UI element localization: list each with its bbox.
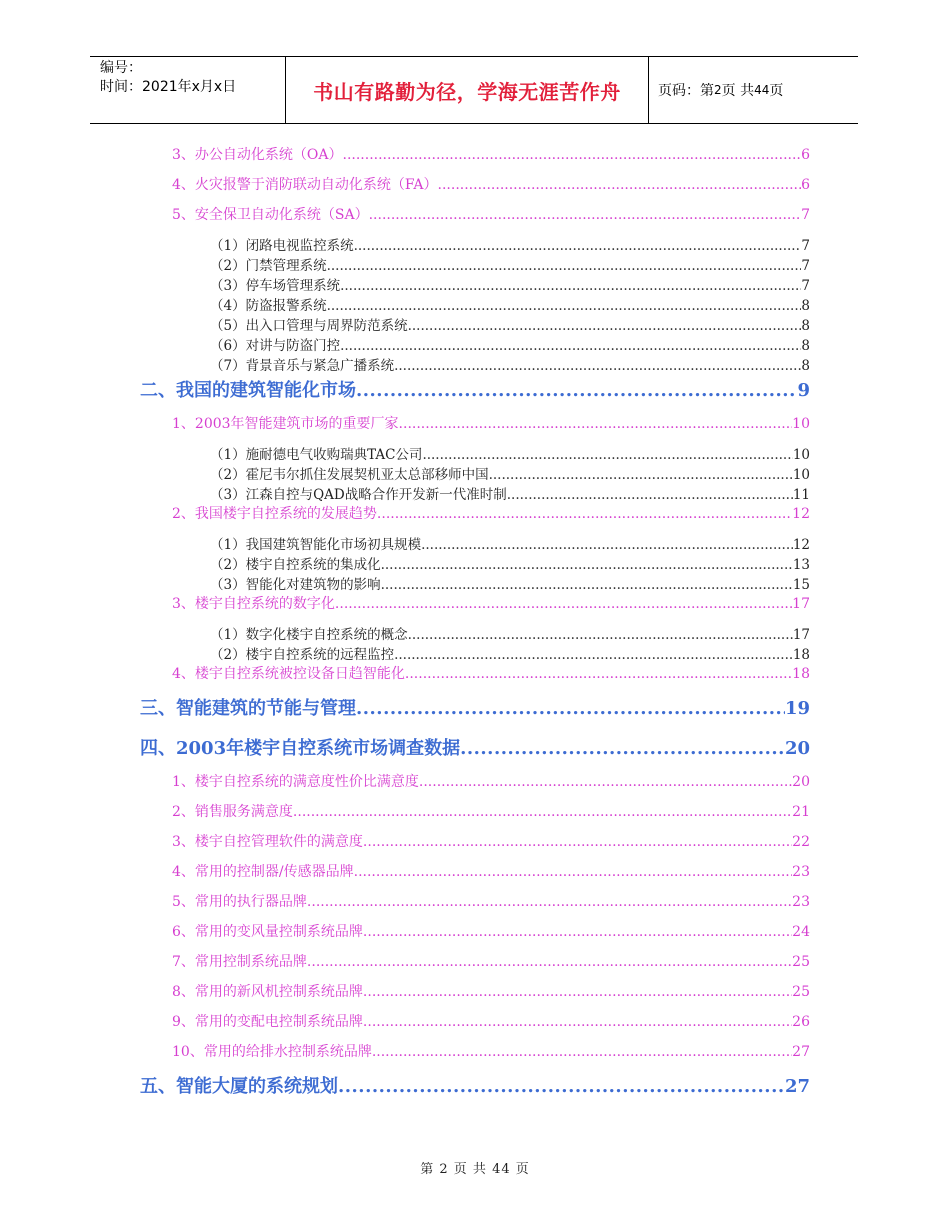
toc-entry-level-3[interactable] — [210, 463, 810, 482]
toc-dot-leader — [489, 467, 793, 483]
footer-mid: 页 共 — [453, 1162, 487, 1177]
toc-dot-leader — [408, 318, 802, 334]
toc-entry-page-number: 13 — [792, 557, 810, 573]
toc-dot-leader — [335, 596, 792, 612]
toc-entry-title: 二、我国的建筑智能化市场 — [140, 380, 356, 401]
toc-dot-leader — [405, 666, 792, 682]
toc-entry-page-number: 25 — [792, 954, 810, 970]
toc-dot-leader — [399, 416, 793, 432]
toc-entry-page-number: 8 — [801, 338, 810, 354]
header-motto: 书山有路勤为径，学海无涯苦作舟 — [313, 79, 621, 104]
toc-entry-page-number: 12 — [792, 506, 810, 522]
toc-entry-title: 五、智能大厦的系统规划 — [140, 1076, 338, 1097]
footer-suffix: 页 — [515, 1162, 530, 1177]
toc-entry-page-number: 19 — [784, 698, 810, 719]
toc-entry-title: 2、我国楼宇自控系统的发展趋势 — [172, 506, 377, 522]
toc-entry-title: （2）霍尼韦尔抓住发展契机亚太总部移师中国 — [210, 467, 489, 483]
toc-entry-title: （4）防盗报警系统 — [210, 298, 327, 314]
toc-entry-level-2[interactable] — [172, 981, 810, 1001]
header-page-mid: 页 共 — [721, 83, 755, 99]
toc-entry-page-number: 18 — [792, 647, 810, 663]
toc-entry-title: （6）对讲与防盗门控 — [210, 338, 341, 354]
footer-total-pages: 44 — [492, 1162, 511, 1177]
toc-entry-level-2[interactable] — [172, 174, 810, 194]
toc-dot-leader — [422, 447, 792, 463]
toc-entry-level-2[interactable] — [172, 144, 810, 164]
toc-entry-level-3[interactable] — [210, 643, 810, 662]
toc-entry-title: （1）闭路电视监控系统 — [210, 238, 354, 254]
toc-entry-level-3[interactable] — [210, 354, 810, 373]
toc-entry-title: 6、常用的变风量控制系统品牌 — [172, 924, 363, 940]
header-page-total: 44 — [754, 83, 770, 97]
toc-entry-title: 5、常用的执行器品牌 — [172, 894, 307, 910]
toc-dot-leader — [460, 738, 785, 759]
toc-dot-leader — [507, 487, 793, 503]
page-header — [90, 56, 858, 124]
document-number-label: 编号： — [100, 60, 142, 76]
toc-entry-title: （1）施耐德电气收购瑞典TAC公司 — [210, 447, 423, 463]
toc-entry-page-number: 20 — [792, 774, 810, 790]
toc-entry-level-3[interactable] — [210, 294, 810, 313]
toc-entry-page-number: 10 — [792, 416, 810, 432]
toc-entry-title: （3）江森自控与QAD战略合作开发新一代准时制 — [210, 487, 507, 503]
toc-dot-leader — [372, 1044, 792, 1060]
toc-entry-page-number: 21 — [792, 804, 810, 820]
toc-entry-page-number: 7 — [801, 278, 810, 294]
toc-entry-title: （7）背景音乐与紧急广播系统 — [210, 358, 395, 374]
toc-dot-leader — [307, 954, 792, 970]
toc-entry-page-number: 23 — [792, 894, 810, 910]
toc-entry-level-2[interactable] — [172, 921, 810, 941]
toc-entry-level-3[interactable] — [210, 314, 810, 333]
toc-entry-page-number: 9 — [797, 380, 810, 401]
toc-entry-page-number: 23 — [792, 864, 810, 880]
toc-entry-page-number: 7 — [801, 207, 810, 223]
toc-entry-page-number: 22 — [792, 834, 810, 850]
toc-entry-page-number: 7 — [801, 238, 810, 254]
toc-entry-page-number: 17 — [792, 627, 810, 643]
toc-entry-page-number: 6 — [801, 147, 810, 163]
toc-entry-title: 1、2003年智能建筑市场的重要厂家 — [172, 416, 399, 432]
toc-entry-page-number: 24 — [792, 924, 810, 940]
toc-dot-leader — [394, 358, 801, 374]
toc-entry-level-3[interactable] — [210, 553, 810, 572]
toc-dot-leader — [343, 147, 802, 163]
toc-entry-page-number: 25 — [792, 984, 810, 1000]
toc-entry-page-number: 10 — [792, 447, 810, 463]
toc-dot-leader — [438, 177, 802, 193]
toc-entry-title: 2、销售服务满意度 — [172, 804, 293, 820]
page-footer — [0, 1158, 950, 1177]
toc-entry-title: 4、火灾报警于消防联动自动化系统（FA） — [172, 177, 438, 193]
header-meta — [90, 57, 286, 123]
toc-entry-title: 4、楼宇自控系统被控设备日趋智能化 — [172, 666, 405, 682]
toc-entry-title: （3）智能化对建筑物的影响 — [210, 577, 381, 593]
header-page-current: 2 — [714, 83, 722, 97]
toc-dot-leader — [369, 207, 801, 223]
toc-dot-leader — [307, 894, 792, 910]
toc-entry-level-1[interactable] — [140, 1072, 810, 1100]
toc-entry-title: 9、常用的变配电控制系统品牌 — [172, 1014, 363, 1030]
toc-entry-title: （1）我国建筑智能化市场初具规模 — [210, 537, 422, 553]
toc-entry-level-3[interactable] — [210, 274, 810, 293]
toc-entry-level-3[interactable] — [210, 254, 810, 273]
toc-entry-title: （2）楼宇自控系统的集成化 — [210, 557, 381, 573]
toc-entry-level-2[interactable] — [172, 593, 810, 613]
toc-dot-leader — [356, 698, 785, 719]
footer-current-page: 2 — [439, 1162, 449, 1177]
toc-entry-level-3[interactable] — [210, 573, 810, 592]
toc-entry-level-1[interactable] — [140, 694, 810, 722]
toc-entry-title: （3）停车场管理系统 — [210, 278, 341, 294]
toc-entry-title: （1）数字化楼宇自控系统的概念 — [210, 627, 408, 643]
toc-entry-page-number: 11 — [792, 487, 810, 503]
toc-dot-leader — [338, 1076, 785, 1097]
toc-dot-leader — [363, 1014, 792, 1030]
toc-entry-level-3[interactable] — [210, 234, 810, 253]
toc-entry-title: 四、2003年楼宇自控系统市场调查数据 — [140, 738, 461, 759]
toc-entry-title: 5、安全保卫自动化系统（SA） — [172, 207, 369, 223]
toc-entry-level-2[interactable] — [172, 861, 810, 881]
toc-entry-page-number: 18 — [792, 666, 810, 682]
toc-entry-title: （2）门禁管理系统 — [210, 258, 327, 274]
toc-entry-title: 4、常用的控制器/传感器品牌 — [172, 864, 354, 880]
toc-dot-leader — [363, 834, 792, 850]
toc-entry-level-3[interactable] — [210, 443, 810, 462]
toc-entry-level-2[interactable] — [172, 413, 810, 433]
toc-dot-leader — [381, 557, 793, 573]
toc-dot-leader — [340, 338, 801, 354]
toc-entry-title: 1、楼宇自控系统的满意度性价比满意度 — [172, 774, 419, 790]
toc-entry-title: 三、智能建筑的节能与管理 — [140, 698, 356, 719]
toc-entry-page-number: 17 — [792, 596, 810, 612]
toc-entry-level-2[interactable] — [172, 891, 810, 911]
toc-dot-leader — [354, 864, 793, 880]
toc-entry-page-number: 6 — [801, 177, 810, 193]
toc-entry-level-3[interactable] — [210, 623, 810, 642]
toc-entry-page-number: 27 — [784, 1076, 810, 1097]
toc-entry-level-3[interactable] — [210, 483, 810, 502]
toc-entry-level-1[interactable] — [140, 734, 810, 762]
toc-entry-level-2[interactable] — [172, 801, 810, 821]
toc-entry-level-2[interactable] — [172, 503, 810, 523]
toc-dot-leader — [419, 774, 792, 790]
toc-dot-leader — [340, 278, 801, 294]
toc-entry-title: 7、常用控制系统品牌 — [172, 954, 307, 970]
toc-dot-leader — [363, 924, 792, 940]
toc-entry-title: 8、常用的新风机控制系统品牌 — [172, 984, 363, 1000]
toc-dot-leader — [327, 258, 802, 274]
toc-dot-leader — [363, 984, 792, 1000]
toc-dot-leader — [293, 804, 792, 820]
header-page-end: 页 — [769, 83, 784, 99]
document-time-label: 时间：2021年x月x日 — [100, 79, 237, 95]
toc-entry-page-number: 8 — [801, 298, 810, 314]
header-motto-cell — [286, 57, 649, 123]
toc-entry-title: 3、楼宇自控管理软件的满意度 — [172, 834, 363, 850]
toc-dot-leader — [394, 647, 793, 663]
toc-entry-level-2[interactable] — [172, 831, 810, 851]
toc-entry-page-number: 15 — [792, 577, 810, 593]
toc-entry-level-3[interactable] — [210, 334, 810, 353]
toc-dot-leader — [377, 506, 792, 522]
toc-entry-page-number: 20 — [784, 738, 810, 759]
toc-entry-level-3[interactable] — [210, 533, 810, 552]
toc-entry-page-number: 7 — [801, 258, 810, 274]
header-page-label: 页码：第 — [658, 83, 714, 99]
toc-dot-leader — [381, 577, 793, 593]
toc-dot-leader — [421, 537, 793, 553]
toc-entry-title: （2）楼宇自控系统的远程监控 — [210, 647, 395, 663]
toc-entry-page-number: 27 — [792, 1044, 810, 1060]
toc-entry-page-number: 8 — [801, 318, 810, 334]
toc-entry-page-number: 10 — [792, 467, 810, 483]
toc-entry-page-number: 12 — [792, 537, 810, 553]
toc-entry-level-1[interactable] — [140, 376, 810, 404]
toc-entry-level-2[interactable] — [172, 1041, 810, 1061]
toc-dot-leader — [356, 380, 797, 401]
header-page-cell — [649, 57, 858, 123]
toc-entry-level-2[interactable] — [172, 204, 810, 224]
toc-entry-level-2[interactable] — [172, 951, 810, 971]
toc-entry-page-number: 8 — [801, 358, 810, 374]
toc-entry-level-2[interactable] — [172, 771, 810, 791]
toc-dot-leader — [327, 298, 802, 314]
toc-entry-title: 3、办公自动化系统（OA） — [172, 147, 343, 163]
toc-dot-leader — [354, 238, 802, 254]
toc-entry-level-2[interactable] — [172, 1011, 810, 1031]
toc-entry-title: （5）出入口管理与周界防范系统 — [210, 318, 408, 334]
toc-dot-leader — [408, 627, 793, 643]
toc-entry-level-2[interactable] — [172, 663, 810, 683]
toc-entry-page-number: 26 — [792, 1014, 810, 1030]
footer-prefix: 第 — [420, 1162, 435, 1177]
toc-entry-title: 10、常用的给排水控制系统品牌 — [172, 1044, 372, 1060]
toc-entry-title: 3、楼宇自控系统的数字化 — [172, 596, 335, 612]
